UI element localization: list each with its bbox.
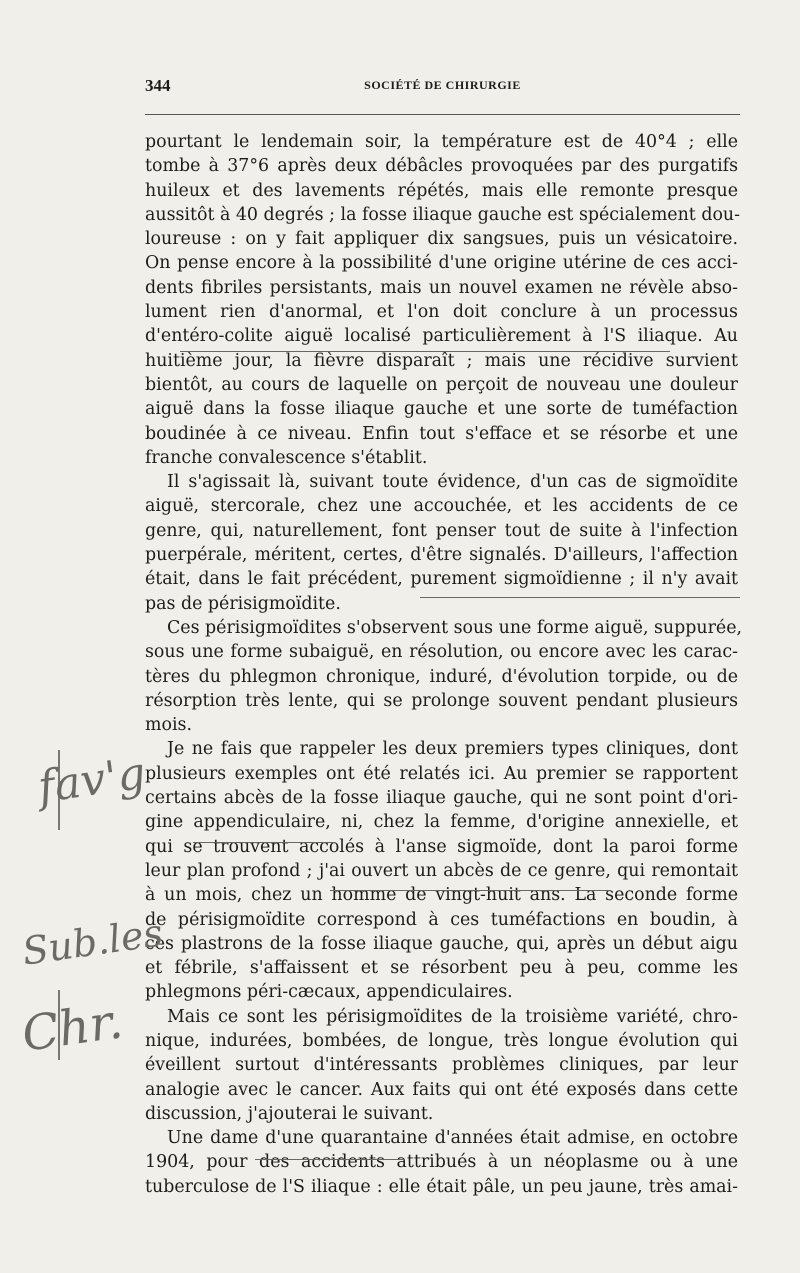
text-line: plusieurs exemples ont été relatés ici. Au premier se rapportent bbox=[145, 763, 738, 784]
page-header bbox=[145, 76, 740, 98]
text-line: lument rien d'anormal, et l'on doit conclure à un processus bbox=[145, 302, 738, 323]
text-line: à un mois, chez un homme de vingt-huit ans. La seconde forme bbox=[145, 885, 738, 906]
text-line: huitième jour, la fièvre disparaît ; mais une récidive survient bbox=[145, 350, 738, 371]
text-line: leur plan profond ; j'ai ouvert un abcès de ce genre, qui remontait bbox=[145, 860, 738, 881]
pencil-underline bbox=[180, 351, 670, 352]
page-number: 344 bbox=[145, 76, 171, 95]
text-line: gine appendiculaire, ni, chez la femme, d'origine annexielle, et bbox=[145, 812, 738, 833]
body-text bbox=[145, 130, 743, 1199]
text-line: qui se trouvent accolés à l'anse sigmoïde, dont la paroi forme bbox=[145, 836, 738, 857]
header-rule bbox=[145, 114, 740, 115]
text-line: huileux et des lavements répétés, mais elle remonte presque bbox=[145, 180, 738, 201]
text-line: était, dans le fait précédent, purement sigmoïdienne ; il n'y avait bbox=[145, 569, 738, 590]
text-line: bientôt, au cours de laquelle on perçoit de nouveau une douleur bbox=[145, 374, 738, 395]
text-line: phlegmons péri-cæcaux, appendiculaires. bbox=[145, 982, 513, 1003]
text-line: Mais ce sont les périsigmoïdites de la troisième variété, chro- bbox=[167, 1006, 738, 1027]
text-line: certains abcès de la fosse iliaque gauche, qui ne sont point d'ori- bbox=[145, 788, 738, 809]
text-line: Il s'agissait là, suivant toute évidence, d'un cas de sigmoïdite bbox=[167, 472, 738, 493]
text-line: loureuse : on y fait appliquer dix sangsues, puis un vésicatoire. bbox=[145, 229, 738, 250]
text-line: Ces périsigmoïdites s'observent sous une forme aiguë, suppurée, bbox=[167, 617, 743, 638]
text-line: boudinée à ce niveau. Enfin tout s'efface et se résorbe et une bbox=[145, 423, 738, 444]
pencil-underline bbox=[255, 1159, 405, 1160]
text-line: de périsigmoïdite correspond à ces tuméfactions en boudin, à bbox=[145, 909, 738, 930]
text-line: éveillent surtout d'intéressants problèmes cliniques, par leur bbox=[145, 1055, 738, 1076]
text-line: d'entéro-colite aiguë localisé particulièrement à l'S iliaque. Au bbox=[145, 326, 738, 347]
text-line: mois. bbox=[145, 715, 192, 736]
text-line: discussion, j'ajouterai le suivant. bbox=[145, 1103, 434, 1124]
text-line: pas de périsigmoïdite. bbox=[145, 593, 341, 614]
text-line: Une dame d'une quarantaine d'années était admise, en octobre bbox=[167, 1128, 738, 1149]
text-line: et fébrile, s'affaissent et se résorbent peu à peu, comme les bbox=[145, 958, 738, 979]
text-line: genre, qui, naturellement, font penser tout de suite à l'infection bbox=[145, 520, 738, 541]
text-line: Je ne fais que rappeler les deux premiers types cliniques, dont bbox=[167, 739, 738, 760]
margin-note: Sub.les bbox=[19, 910, 166, 974]
text-line: sous une forme subaiguë, en résolution, ou encore avec les carac- bbox=[145, 642, 738, 663]
text-line: ces plastrons de la fosse iliaque gauche, qui, après un début aigu bbox=[145, 933, 738, 954]
text-line: nique, indurées, bombées, de longue, très longue évolution qui bbox=[145, 1030, 738, 1051]
pencil-underline bbox=[193, 842, 333, 843]
text-line: franche convalescence s'établit. bbox=[145, 447, 428, 468]
running-title: SOCIÉTÉ DE CHIRURGIE bbox=[364, 78, 521, 92]
margin-note: Chr. bbox=[18, 993, 126, 1063]
text-line: aiguë dans la fosse iliaque gauche et une sorte de tuméfaction bbox=[145, 399, 738, 420]
pencil-underline bbox=[330, 890, 610, 891]
text-line: puerpérale, méritent, certes, d'être signalés. D'ailleurs, l'affection bbox=[145, 545, 738, 566]
text-line: analogie avec le cancer. Aux faits qui ont été exposés dans cette bbox=[145, 1079, 738, 1100]
text-line: On pense encore à la possibilité d'une origine utérine de ces acci- bbox=[145, 253, 738, 274]
text-line: dents fibriles persistants, mais un nouvel examen ne révèle abso- bbox=[145, 277, 738, 298]
margin-note: fav'g bbox=[34, 747, 149, 814]
text-line: tuberculose de l'S iliaque : elle était pâle, un peu jaune, très amai- bbox=[145, 1176, 738, 1197]
text-line: tombe à 37°6 après deux débâcles provoquées par des purgatifs bbox=[145, 156, 738, 177]
text-line: aiguë, stercorale, chez une accouchée, et les accidents de ce bbox=[145, 496, 738, 517]
text-line: pourtant le lendemain soir, la température est de 40°4 ; elle bbox=[145, 132, 738, 152]
text-line: tères du phlegmon chronique, induré, d'évolution torpide, ou de bbox=[145, 666, 738, 687]
text-line: aussitôt à 40 degrés ; la fosse iliaque gauche est spécialement dou- bbox=[145, 204, 740, 225]
pencil-underline bbox=[420, 597, 740, 598]
text-line: 1904, pour des accidents attribués à un néoplasme ou à une bbox=[145, 1152, 738, 1173]
text-line: résorption très lente, qui se prolonge souvent pendant plusieurs bbox=[145, 690, 738, 711]
